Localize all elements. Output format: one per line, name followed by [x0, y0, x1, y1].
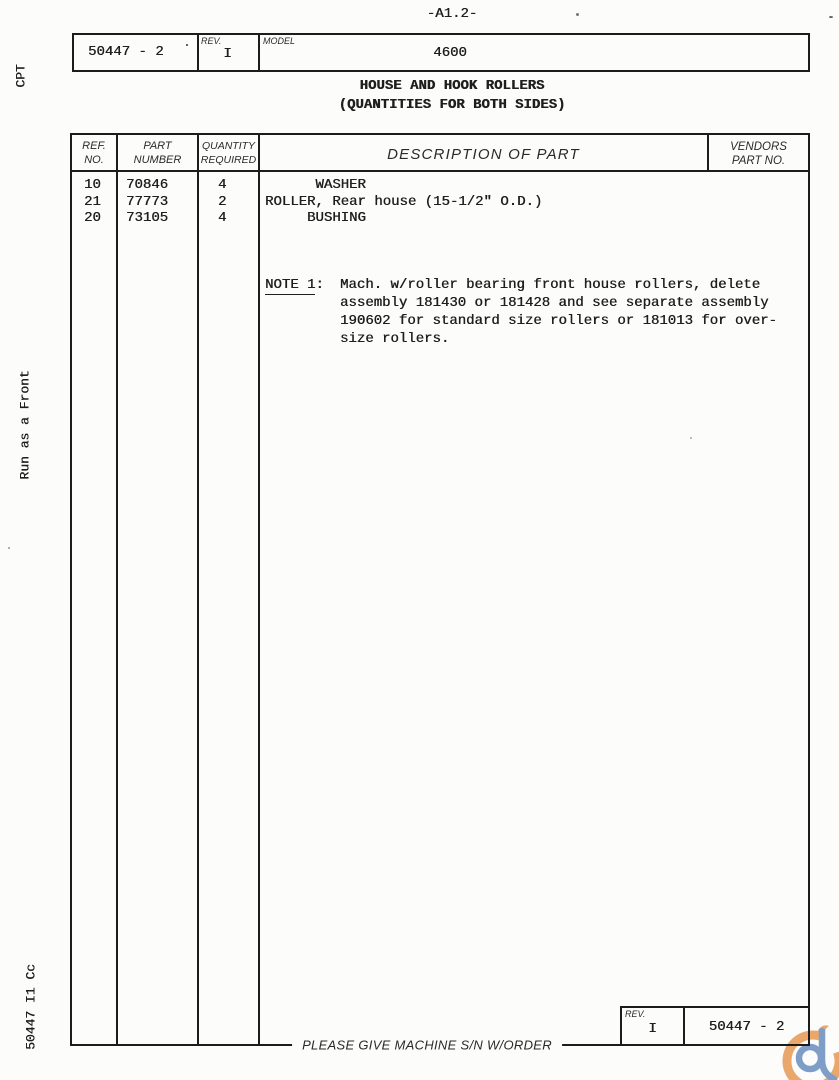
parts-table: [70, 133, 810, 1046]
note-label-text: NOTE 1: [265, 277, 316, 293]
header-rule: [72, 170, 808, 172]
note-line: size rollers.: [340, 331, 450, 347]
column-rule-part: [197, 135, 199, 1044]
cell-part-number: 77773: [126, 193, 169, 210]
footer-drawing-number: 50447 - 2: [708, 1019, 785, 1035]
drawing-number: 50447 - 2: [88, 44, 164, 60]
note-label-colon: :: [315, 277, 324, 293]
note-label: [265, 277, 324, 293]
cell-ref-no: 10: [84, 177, 101, 193]
cell-description: BUSHING: [265, 210, 366, 226]
document-title-line2: (QUANTITIES FOR BOTH SIDES): [338, 96, 566, 113]
header-qty-line2: REQUIRED: [200, 154, 257, 166]
header-quantity-required: [199, 139, 258, 167]
note-line: 190602 for standard size rollers or 181013 for over-: [340, 313, 777, 329]
model-label: MODEL: [263, 36, 296, 46]
cell-quantity: 2: [218, 193, 227, 210]
document-title: [72, 77, 832, 114]
cell-part-number: 73105: [126, 210, 169, 226]
cell-quantity: 4: [218, 210, 227, 226]
header-vendors-part-no: [709, 140, 808, 168]
header-part-line2: NUMBER: [133, 154, 182, 166]
note-line: Mach. w/roller bearing front house rollers, delete: [340, 277, 761, 293]
scan-speck: [829, 16, 833, 18]
margin-note-run-as-front: Run as a Front: [17, 370, 33, 480]
footer-rev-box: [620, 1006, 810, 1046]
scan-speck: [576, 13, 579, 16]
document-title-line1: HOUSE AND HOOK ROLLERS: [359, 78, 545, 94]
model-value: 4600: [433, 45, 467, 61]
header-ref-line2: NO.: [84, 154, 104, 166]
margin-note-doc-id: 50447 I1 Cc: [23, 964, 39, 1050]
margin-note-cpt: CPT: [13, 64, 29, 88]
scan-speck: [690, 437, 692, 439]
header-part-line1: PART: [143, 140, 172, 152]
column-rule-qty: [258, 135, 260, 1044]
header-part-number: [118, 139, 197, 167]
title-block: [72, 33, 810, 72]
page-reference: -A1.2-: [426, 6, 478, 22]
cell-ref-no: 20: [84, 210, 101, 226]
cell-description: ROLLER, Rear house (15-1/2" O.D.): [265, 193, 543, 210]
scan-speck: [186, 44, 188, 46]
rev-label: REV.: [201, 36, 222, 46]
machine-serial-order-note: PLEASE GIVE MACHINE S/N W/ORDER: [292, 1038, 562, 1053]
cell-description: WASHER: [265, 177, 366, 193]
cell-quantity: 4: [218, 177, 227, 193]
cell-ref-no: 21: [84, 193, 101, 210]
scan-speck: [8, 547, 10, 549]
rev-value: I: [223, 46, 232, 62]
column-rule-ref: [116, 135, 118, 1044]
footer-rev-label: REV.: [625, 1009, 646, 1019]
header-vendors-line1: VENDORS: [730, 141, 787, 153]
header-ref-no: [72, 139, 116, 167]
header-description: DESCRIPTION OF PART: [387, 146, 580, 163]
cell-part-number: 70846: [126, 177, 169, 193]
footer-rev-value: I: [648, 1021, 657, 1037]
note-line: assembly 181430 or 181428 and see separate assembly: [340, 295, 769, 311]
header-qty-line1: QUANTITY: [201, 140, 256, 152]
header-vendors-line2: PART NO.: [731, 155, 786, 167]
header-ref-line1: REF.: [82, 140, 106, 152]
